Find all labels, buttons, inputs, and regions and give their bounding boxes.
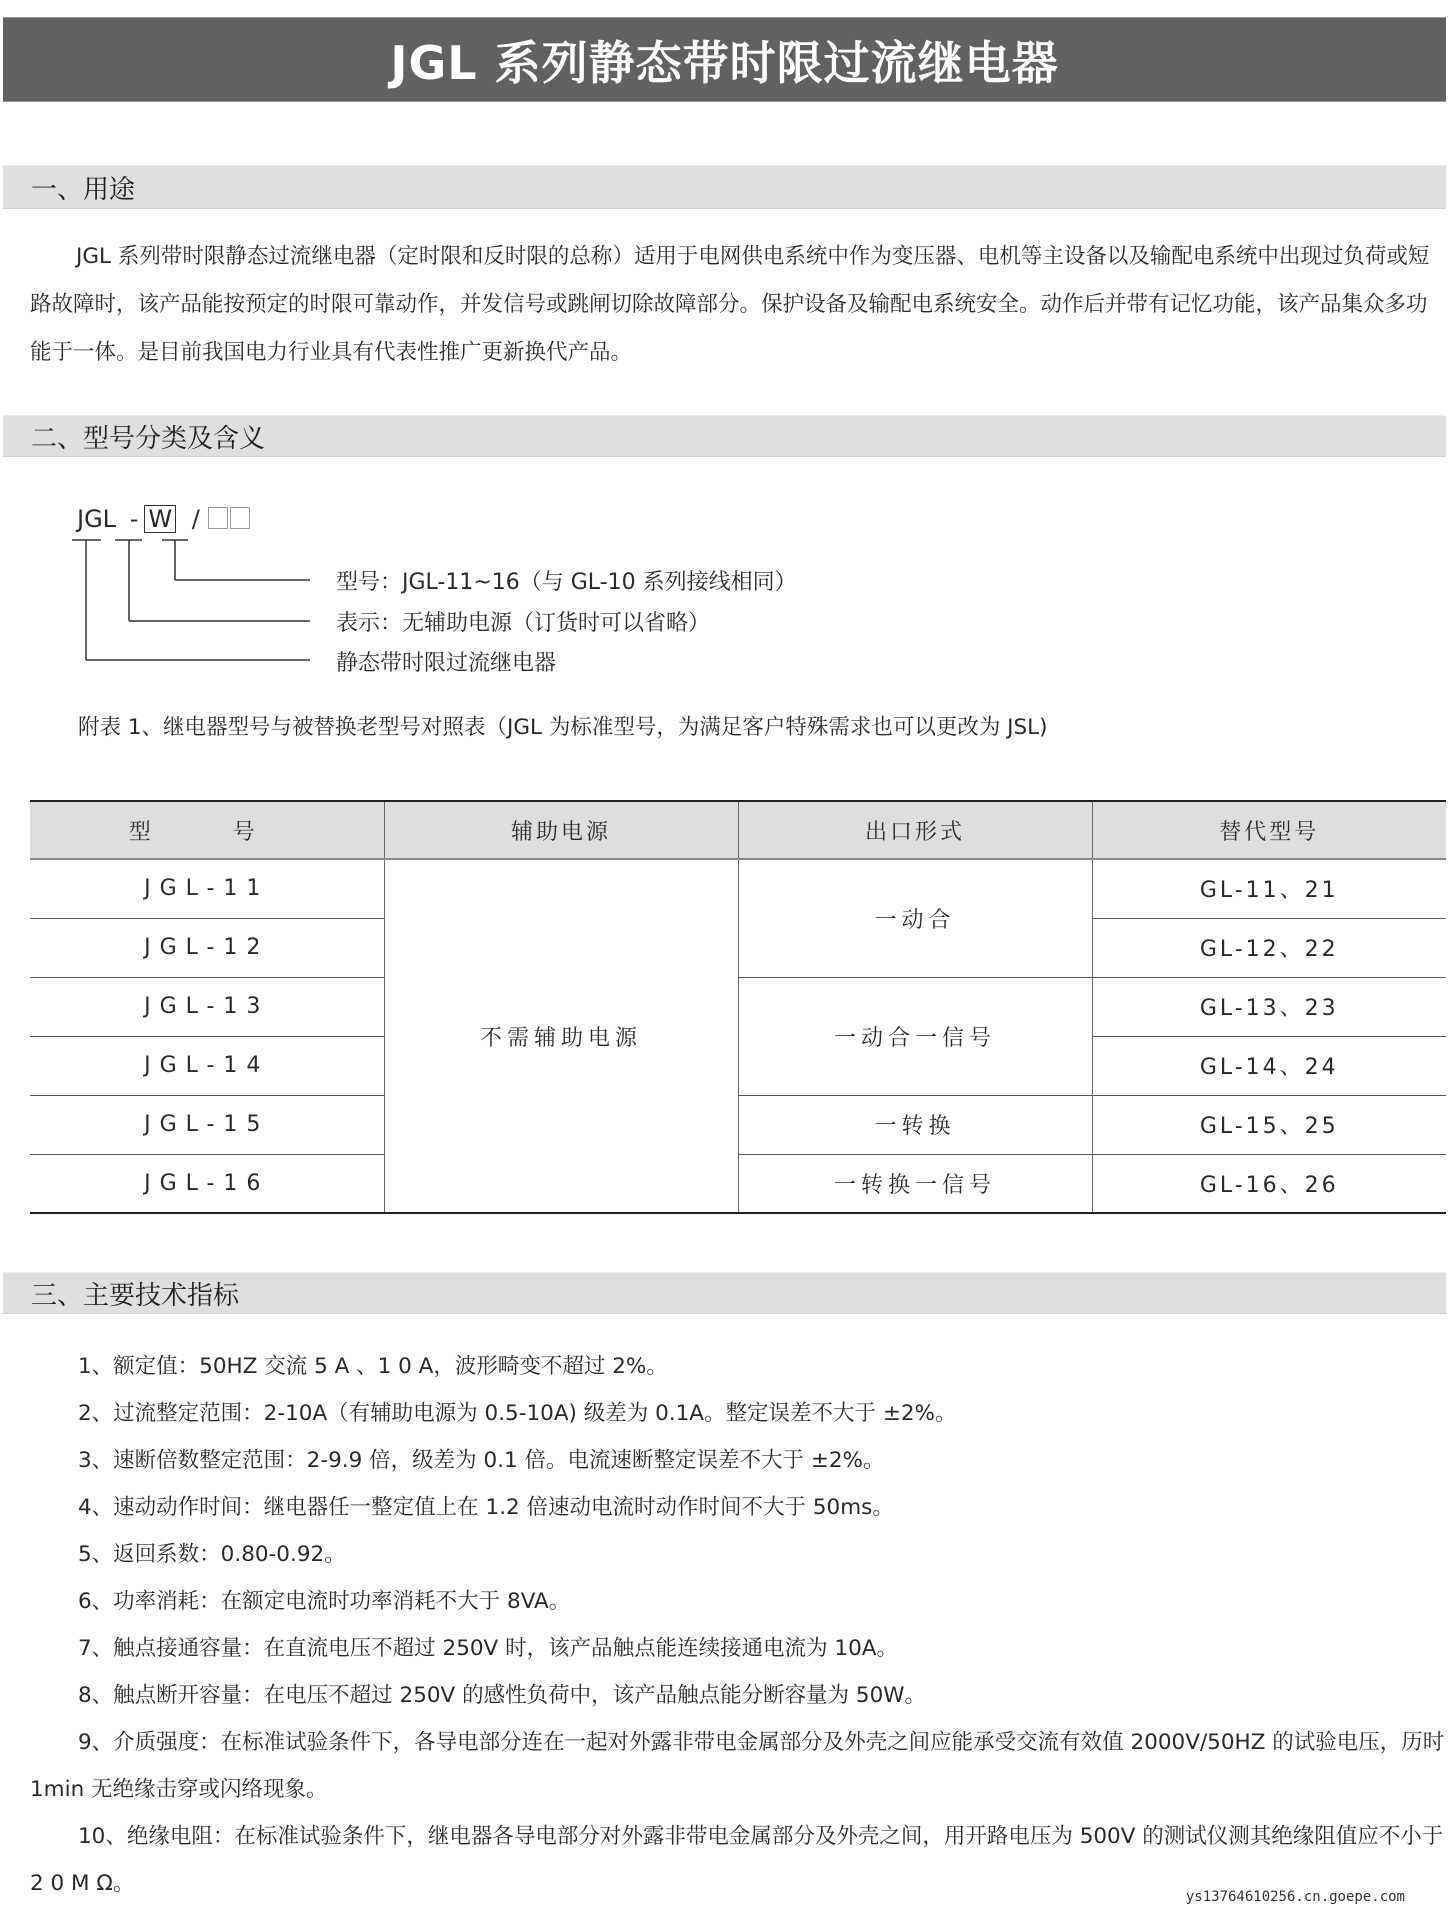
- cell-replacement: GL-13、23: [1092, 977, 1446, 1036]
- spec-text: 2、过流整定范围：2-10A（有辅助电源为 0.5-10A) 级差为 0.1A。整定误差不大于 ±2%。: [78, 1401, 957, 1426]
- spec-text: 1、额定值：50HZ 交流 5 A 、1 0 A，波形畸变不超过 2%。: [78, 1354, 668, 1379]
- table-row: [30, 1095, 1446, 1154]
- page-title: JGL 系列静态带时限过流继电器: [390, 35, 1059, 90]
- usage-text: JGL 系列带时限静态过流继电器（定时限和反时限的总称）适用于电网供电系统中作为变压器、电机等主设备以及输配电系统中出现过负荷或短路故障时，该产品能按预定的时限可靠动作，并发信号或跳闸切除故障部分。保护设备及输配电系统安全。动作后并带有记忆功能，该产品集众多功能于一体。是目前我国电力行业具有代表性推广更新换代产品。: [30, 244, 1430, 365]
- spec-text: 8、触点断开容量：在电压不超过 250V 的感性负荷中，该产品触点能分断容量为 50W。: [78, 1683, 927, 1708]
- spec-text: 3、速断倍数整定范围：2-9.9 倍，级差为 0.1 倍。电流速断整定误差不大于 ±2%。: [78, 1448, 885, 1473]
- cell-model: JGL-13: [30, 977, 384, 1036]
- header-model: 型 号: [30, 801, 384, 859]
- spec-text: 5、返回系数：0.80-0.92。: [78, 1542, 346, 1567]
- spec-text: 7、触点接通容量：在直流电压不超过 250V 时，该产品触点能连续接通电流为 10A。: [78, 1636, 898, 1661]
- section-heading-text: 三、主要技术指标: [31, 1280, 240, 1311]
- spec-text: 10、绝缘电阻：在标准试验条件下，继电器各导电部分对外露非带电金属部分及外壳之间，用开路电压为 500V 的测试仪测其绝缘阻值应不小于 2 0 M Ω。: [30, 1824, 1444, 1896]
- spec-text: 9、介质强度：在标准试验条件下，各导电部分连在一起对外露非带电金属部分及外壳之间应能承受交流有效值 2000V/50HZ 的试验电压，历时 1min 无绝缘击穿或闪络现象。: [30, 1730, 1445, 1802]
- header-output: 出口形式: [738, 801, 1092, 859]
- table-row: [30, 977, 1446, 1036]
- cell-replacement: GL-12、22: [1092, 918, 1446, 977]
- spec-item: [30, 1672, 1446, 1719]
- section-heading-specs: [3, 1272, 1446, 1314]
- cell-output: 一动合: [738, 859, 1092, 977]
- cell-output: 一动合一信号: [738, 977, 1092, 1095]
- legend-relay: 静态带时限过流继电器: [336, 651, 557, 676]
- legend-aux: 表示：无辅助电源（订货时可以省略）: [336, 611, 711, 636]
- table-row: [30, 859, 1446, 918]
- spec-item: [30, 1484, 1446, 1531]
- header-replacement: 替代型号: [1092, 801, 1446, 859]
- spec-item: [30, 1719, 1446, 1813]
- spec-text: 6、功率消耗：在额定电流时功率消耗不大于 8VA。: [78, 1589, 571, 1614]
- section-heading-text: 二、型号分类及含义: [31, 423, 266, 454]
- cell-replacement: GL-14、24: [1092, 1036, 1446, 1095]
- spec-item: [30, 1343, 1446, 1390]
- model-comparison-table: [30, 800, 1446, 1214]
- table-row: [30, 1154, 1446, 1213]
- code-box-w: W: [144, 505, 176, 533]
- spec-item: [30, 1390, 1446, 1437]
- cell-model: JGL-15: [30, 1095, 384, 1154]
- spec-item: [30, 1437, 1446, 1484]
- code-dash: -: [129, 505, 139, 533]
- header-aux-power: 辅助电源: [384, 801, 738, 859]
- spec-text: 4、速动动作时间：继电器任一整定值上在 1.2 倍速动电流时动作时间不大于 50ms。: [78, 1495, 894, 1520]
- code-slash: /: [191, 505, 200, 533]
- cell-replacement: GL-16、26: [1092, 1154, 1446, 1213]
- cell-model: JGL-11: [30, 859, 384, 918]
- spec-item: [30, 1578, 1446, 1625]
- spec-item: [30, 1531, 1446, 1578]
- cell-output: 一转换: [738, 1095, 1092, 1154]
- spec-item: [30, 1625, 1446, 1672]
- cell-output: 一转换一信号: [738, 1154, 1092, 1213]
- section-heading-text: 一、用途: [31, 174, 136, 205]
- table-note: 附表 1、继电器型号与被替换老型号对照表（JGL 为标准型号，为满足客户特殊需求也可以更改为 JSL): [78, 715, 1048, 740]
- cell-aux-power: 不需辅助电源: [384, 859, 738, 1213]
- code-prefix: JGL: [77, 505, 117, 533]
- legend-model: 型号：JGL-11~16（与 GL-10 系列接线相同）: [336, 570, 797, 595]
- cell-replacement: GL-11、21: [1092, 859, 1446, 918]
- cell-replacement: GL-15、25: [1092, 1095, 1446, 1154]
- spec-list: [30, 1343, 1446, 1907]
- table-header-row: [30, 801, 1446, 859]
- cell-model: JGL-12: [30, 918, 384, 977]
- cell-model: JGL-14: [30, 1036, 384, 1095]
- watermark: ys13764610256.cn.goepe.com: [1185, 1889, 1405, 1905]
- cell-model: JGL-16: [30, 1154, 384, 1213]
